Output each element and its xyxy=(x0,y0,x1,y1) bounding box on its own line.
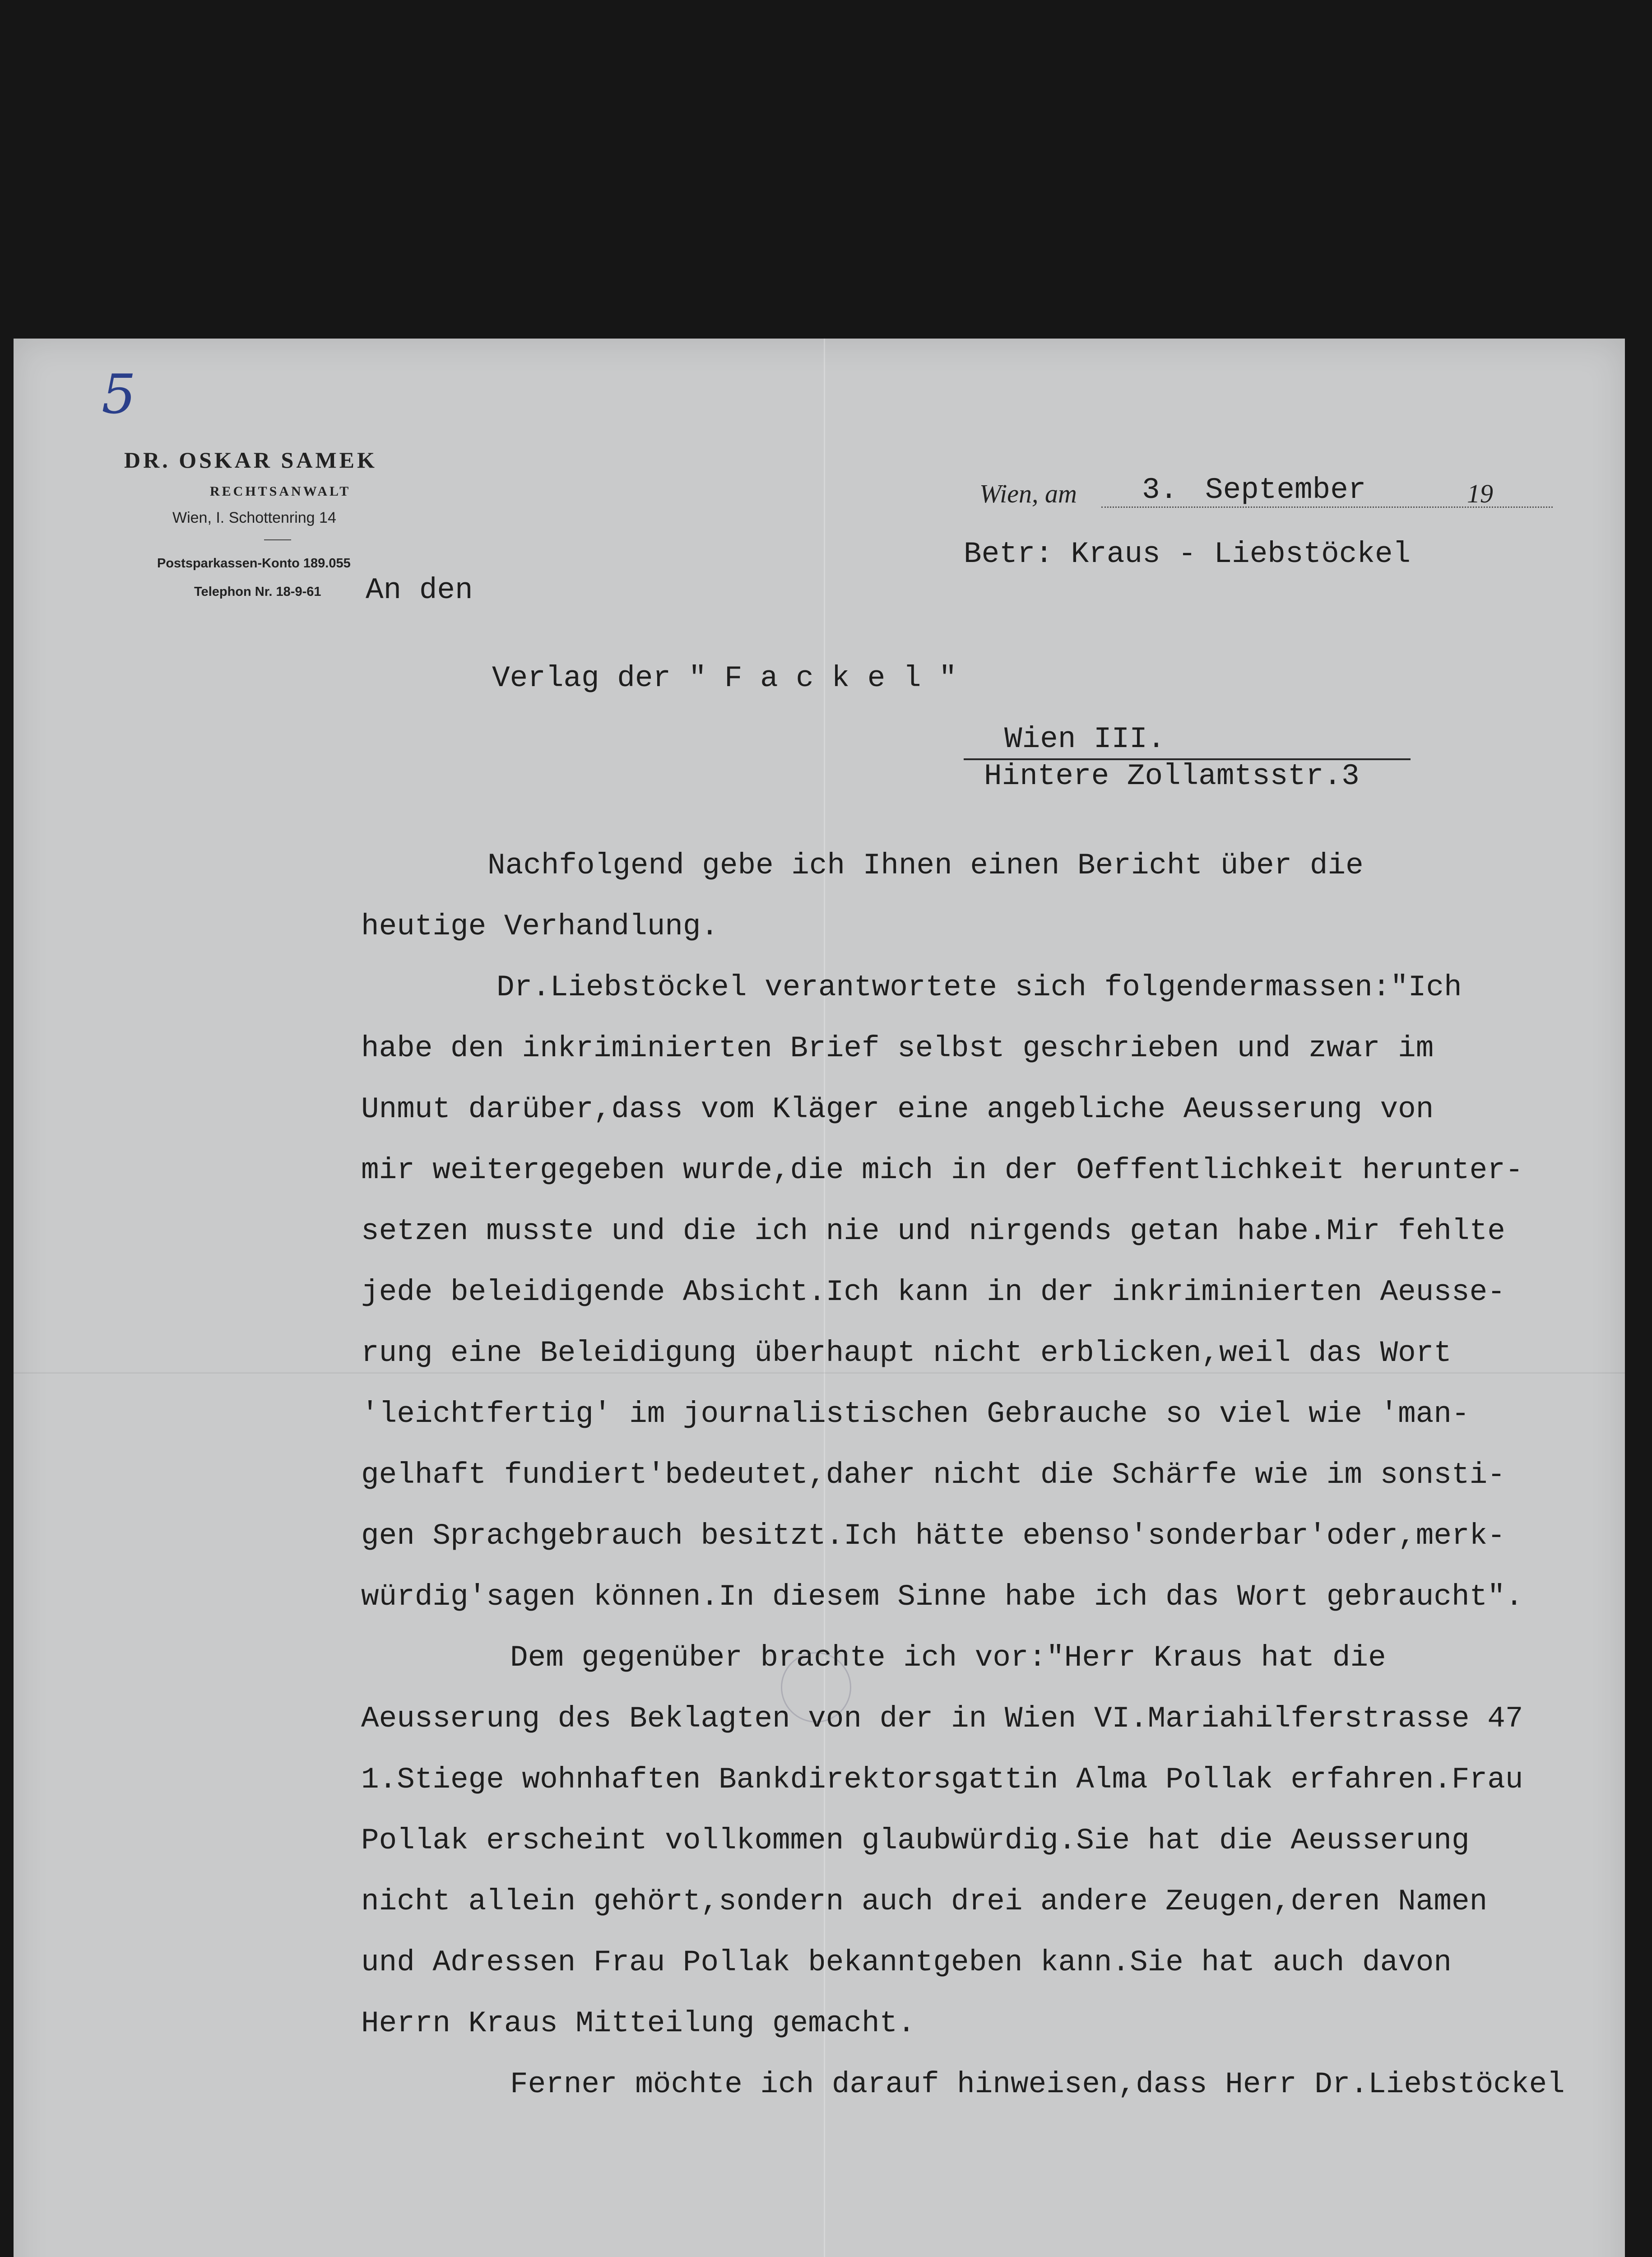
body-line: setzen musste und die ich nie und nirgends getan habe.Mir fehlte xyxy=(361,1214,1505,1248)
fold-line-horizontal xyxy=(14,1372,1625,1374)
dateline-day: 3. xyxy=(1142,473,1178,507)
body-line: Dr.Liebstöckel verantwortete sich folgendermassen:"Ich xyxy=(497,971,1462,1004)
subject-line: Betr: Kraus - Liebstöckel xyxy=(964,537,1411,571)
recipient-street: Hintere Zollamtsstr.3 xyxy=(984,759,1360,793)
letterhead-divider xyxy=(264,539,291,540)
body-line: 'leichtfertig' im journalistischen Gebrauche so viel wie 'man- xyxy=(361,1397,1470,1431)
folio-number: 5 xyxy=(102,363,136,426)
body-line: und Adressen Frau Pollak bekanntgeben kann.Sie hat auch davon xyxy=(361,1946,1452,1979)
letterhead-postsparkasse: Postsparkassen-Konto 189.055 xyxy=(157,556,351,571)
body-line: Herrn Kraus Mitteilung gemacht. xyxy=(361,2006,915,2040)
body-line: heutige Verhandlung. xyxy=(361,910,719,943)
dateline-month: September xyxy=(1205,473,1366,507)
body-line: Aeusserung des Beklagten von der in Wien VI.Mariahilferstrasse 47 xyxy=(361,1702,1523,1736)
dateline-prefix: Wien, am xyxy=(979,479,1077,508)
body-line: rung eine Beleidigung überhaupt nicht erblicken,weil das Wort xyxy=(361,1336,1452,1370)
letterhead-telephone: Telephon Nr. 18-9-61 xyxy=(194,585,321,599)
body-line: nicht allein gehört,sondern auch drei andere Zeugen,deren Namen xyxy=(361,1885,1488,1918)
body-line: Ferner möchte ich darauf hinweisen,dass Herr Dr.Liebstöckel xyxy=(510,2067,1565,2101)
body-line: 1.Stiege wohnhaften Bankdirektorsgattin Alma Pollak erfahren.Frau xyxy=(361,1763,1523,1797)
body-line: habe den inkriminierten Brief selbst geschrieben und zwar im xyxy=(361,1031,1434,1065)
body-line: gelhaft fundiert'bedeutet,daher nicht die Schärfe wie im sonsti- xyxy=(361,1458,1505,1492)
body-line: gen Sprachgebrauch besitzt.Ich hätte ebenso'sonderbar'oder,merk- xyxy=(361,1519,1505,1553)
recipient-salutation: An den xyxy=(366,573,473,607)
body-line: würdig'sagen können.In diesem Sinne habe ich das Wort gebraucht". xyxy=(361,1580,1523,1614)
letterhead-name: DR. OSKAR SAMEK xyxy=(124,447,377,473)
letterhead-address: Wien, I. Schottenring 14 xyxy=(172,509,336,526)
body-line: jede beleidigende Absicht.Ich kann in der inkriminierten Aeusse- xyxy=(361,1275,1505,1309)
letterhead-title: RECHTSANWALT xyxy=(210,484,351,499)
letter-sheet xyxy=(14,339,1625,2257)
body-line: Pollak erscheint vollkommen glaubwürdig.Sie hat die Aeusserung xyxy=(361,1824,1470,1858)
recipient-publisher: Verlag der " F a c k e l " xyxy=(492,661,957,695)
body-line: Dem gegenüber brachte ich vor:"Herr Kraus hat die xyxy=(510,1641,1386,1675)
body-line: Unmut darüber,dass vom Kläger eine angebliche Aeusserung von xyxy=(361,1092,1434,1126)
recipient-city: Wien III. xyxy=(1004,722,1165,756)
body-line: Nachfolgend gebe ich Ihnen einen Bericht über die xyxy=(487,849,1364,882)
body-line: mir weitergegeben wurde,die mich in der Oeffentlichkeit herunter- xyxy=(361,1153,1523,1187)
dateline-year: 19 xyxy=(1467,479,1493,508)
